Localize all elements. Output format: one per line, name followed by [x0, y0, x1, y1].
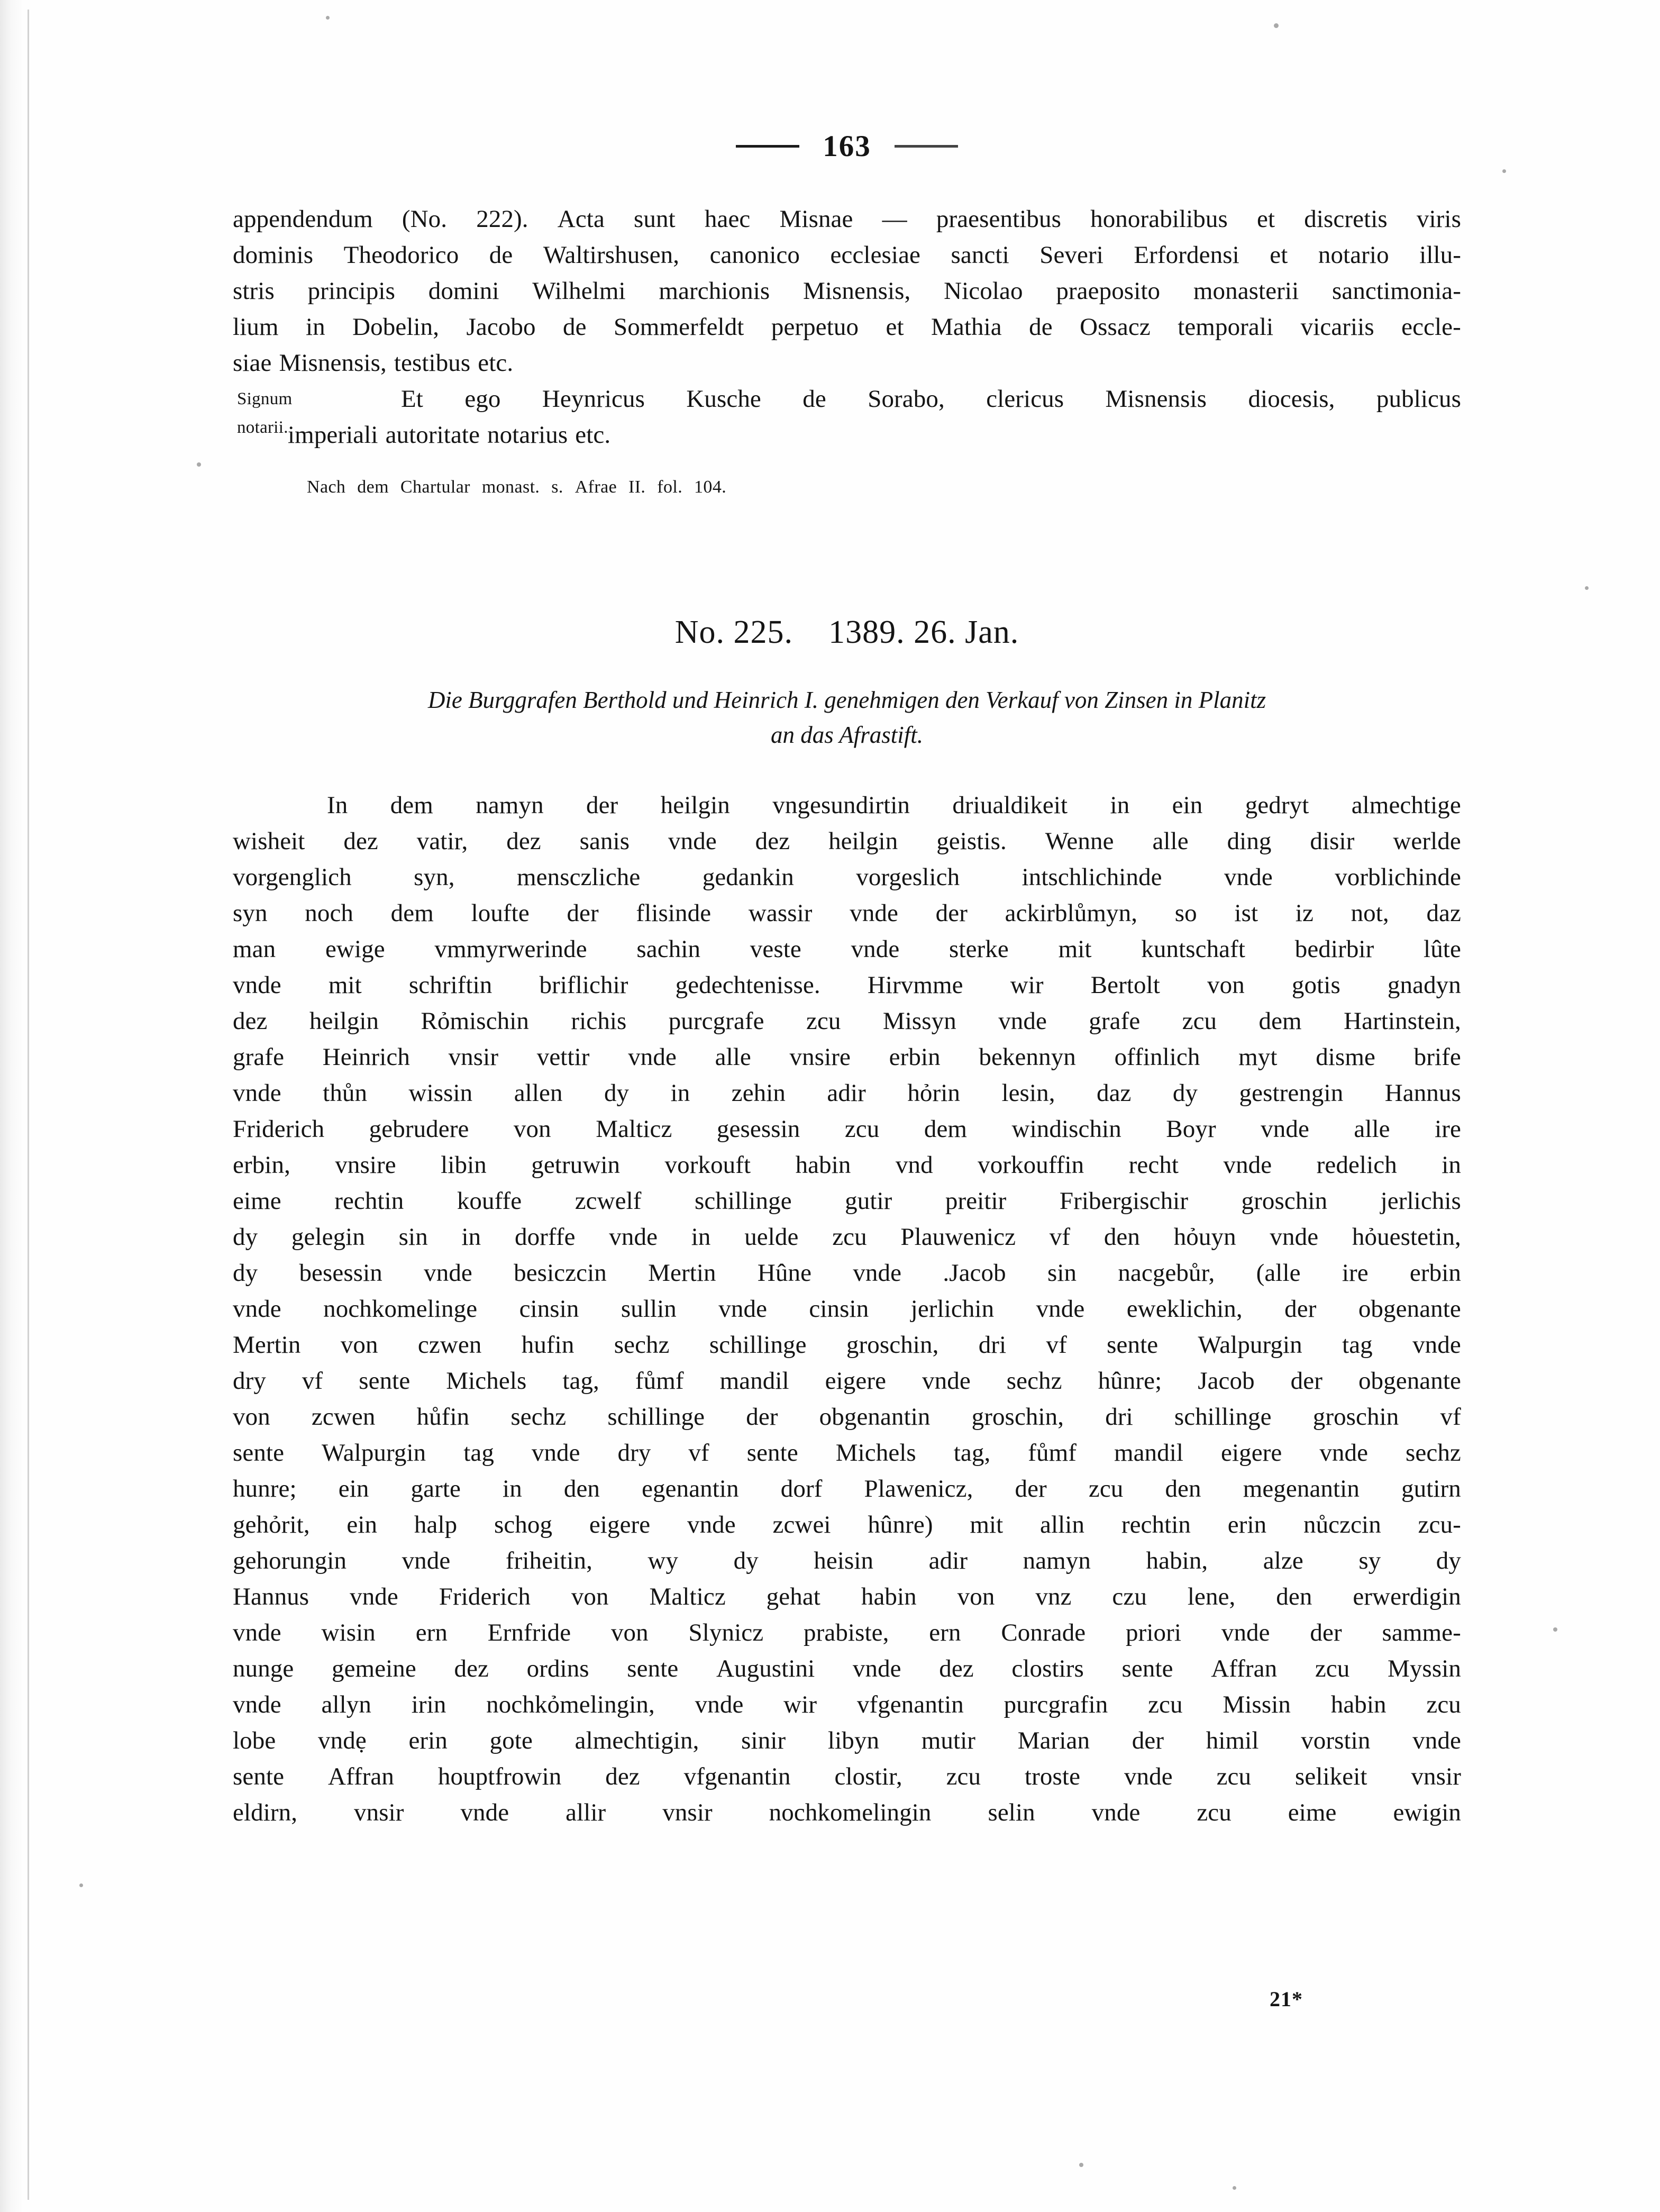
text-line: sente Walpurgin tag vnde dry vf sente Michels tag, fůmf mandil eigere vnde sechz [233, 1439, 1461, 1467]
scan-speck [79, 1883, 83, 1887]
text-line: appendendum (No. 222). Acta sunt haec Misnae — praesentibus honorabilibus et discretis viris [233, 205, 1461, 233]
text-line: von zcwen hůfin sechz schillinge der obgenantin groschin, dri schillinge groschin vf [233, 1403, 1461, 1431]
text-line: vnde nochkomelinge cinsin sullin vnde cinsin jerlichin vnde eweklichin, der obgenante [233, 1295, 1461, 1323]
text-line: lobe vndẹ erin gote almechtigin, sinir libyn mutir Marian der himil vorstin vnde [233, 1727, 1461, 1754]
text-line: lium in Dobelin, Jacobo de Sommerfeldt perpetuo et Mathia de Ossacz temporali vicariis eccle- [233, 313, 1461, 341]
text-line: gehỏrit, ein halp schog eigere vnde zcwei hûnre) mit allin rechtin erin nůczcin zcu- [233, 1511, 1461, 1539]
text-line: vnde wisin ern Ernfride von Slynicz prabiste, ern Conrade priori vnde der samme- [233, 1619, 1461, 1646]
text-line: vnde mit schriftin briflichir gedechtenisse. Hirvmme wir Bertolt von gotis gnadyn [233, 971, 1461, 999]
source-note: Nach dem Chartular monast. s. Afrae II. fol. 104. [307, 477, 727, 497]
text-line: dez heilgin Rỏmischin richis purcgrafe zcu Missyn vnde grafe zcu dem Hartinstein, [233, 1007, 1461, 1035]
text-line: Friderich gebrudere von Malticz gesessin zcu dem windischin Boyr vnde alle ire [233, 1115, 1461, 1143]
scan-speck [1233, 2186, 1236, 2190]
text-line: Mertin von czwen hufin sechz schillinge groschin, dri vf sente Walpurgin tag vnde [233, 1331, 1461, 1359]
text-line: dy besessin vnde besiczcin Mertin Hûne vnde .Jacob sin nacgebůr, (alle ire erbin [233, 1259, 1461, 1287]
charter-heading [233, 613, 1461, 652]
page-number: 163 [823, 130, 871, 163]
notary-margin-line-1: Signum [237, 389, 293, 408]
text-line: dy gelegin sin in dorffe vnde in uelde zcu Plauwenicz vf den hỏuyn vnde hỏuestetin, [233, 1223, 1461, 1251]
notary-clause [233, 381, 1461, 453]
signature-mark: 21* [1270, 1987, 1303, 2011]
text-line: eldirn, vnsir vnde allir vnsir nochkomelingin selin vnde zcu eime ewigin [233, 1799, 1461, 1826]
running-head-rule-left [736, 145, 799, 148]
charter-number: No. 225. [674, 614, 793, 650]
text-line: dry vf sente Michels tag, fůmf mandil eigere vnde sechz hûnre; Jacob der obgenante [233, 1367, 1461, 1395]
text-line: In dem namyn der heilgin vngesundirtin driualdikeit in ein gedryt almechtige [327, 791, 1461, 819]
text-line: hunre; ein garte in den egenantin dorf Plawenicz, der zcu den megenantin gutirn [233, 1475, 1461, 1503]
charter-regest [233, 682, 1461, 752]
regest-line-2: an das Afrastift. [771, 722, 923, 748]
text-line: vorgenglich syn, mensczliche gedankin vorgeslich intschlichinde vnde vorblichinde [233, 863, 1461, 891]
text-line: imperiali autoritate notarius etc. [288, 421, 611, 449]
text-line: Et ego Heynricus Kusche de Sorabo, clericus Misnensis diocesis, publicus [401, 385, 1461, 413]
running-head [233, 131, 1461, 161]
text-line: grafe Heinrich vnsir vettir vnde alle vnsire erbin bekennyn offinlich myt disme brife [233, 1043, 1461, 1071]
scan-edge-shadow [0, 0, 24, 2212]
text-line: dominis Theodorico de Waltirshusen, canonico ecclesiae sancti Severi Erfordensi et notario illu- [233, 241, 1461, 269]
scan-binding-line [28, 10, 29, 2200]
text-line: syn noch dem loufte der flisinde wassir vnde der ackirblůmyn, so ist iz not, daz [233, 899, 1461, 927]
charter-date: 1389. 26. Jan. [828, 614, 1019, 650]
charter-224-continuation [233, 201, 1461, 381]
text-line: gehorungin vnde friheitin, wy dy heisin adir namyn habin, alze sy dy [233, 1547, 1461, 1574]
text-line: stris principis domini Wilhelmi marchionis Misnensis, Nicolao praeposito monasterii sanctimonia- [233, 277, 1461, 305]
text-line: nunge gemeine dez ordins sente Augustini vnde dez clostirs sente Affran zcu Myssin [233, 1655, 1461, 1682]
text-line: wisheit dez vatir, dez sanis vnde dez heilgin geistis. Wenne alle ding disir werlde [233, 827, 1461, 855]
scan-speck [197, 462, 201, 467]
notary-margin-line-2: notarii. [237, 418, 288, 437]
text-line: Hannus vnde Friderich von Malticz gehat habin von vnz czu lene, den erwerdigin [233, 1583, 1461, 1610]
regest-line-1: Die Burggrafen Berthold und Heinrich I. genehmigen den Verkauf von Zinsen in Planitz [427, 687, 1266, 713]
scan-speck [1079, 2163, 1083, 2167]
text-line: siae Misnensis, testibus etc. [233, 349, 514, 377]
scan-speck [1274, 23, 1279, 28]
scan-speck [1553, 1627, 1557, 1632]
text-line: erbin, vnsire libin getruwin vorkouft habin vnd vorkouffin recht vnde redelich in [233, 1151, 1461, 1179]
text-line: eime rechtin kouffe zcwelf schillinge gutir preitir Fribergischir groschin jerlichis [233, 1187, 1461, 1215]
text-line: vnde thůn wissin allen dy in zehin adir hỏrin lesin, daz dy gestrengin Hannus [233, 1079, 1461, 1107]
text-line: man ewige vmmyrwerinde sachin veste vnde sterke mit kuntschaft bedirbir lûte [233, 935, 1461, 963]
scan-speck [1502, 169, 1506, 173]
scan-speck [1585, 586, 1589, 590]
scan-speck [326, 16, 330, 20]
charter-225-body [233, 787, 1461, 1831]
running-head-rule-right [895, 145, 958, 148]
text-line: sente Affran houptfrowin dez vfgenantin clostir, zcu troste vnde zcu selikeit vnsir [233, 1763, 1461, 1790]
text-line: vnde allyn irin nochkỏmelingin, vnde wir vfgenantin purcgrafin zcu Missin habin zcu [233, 1691, 1461, 1718]
